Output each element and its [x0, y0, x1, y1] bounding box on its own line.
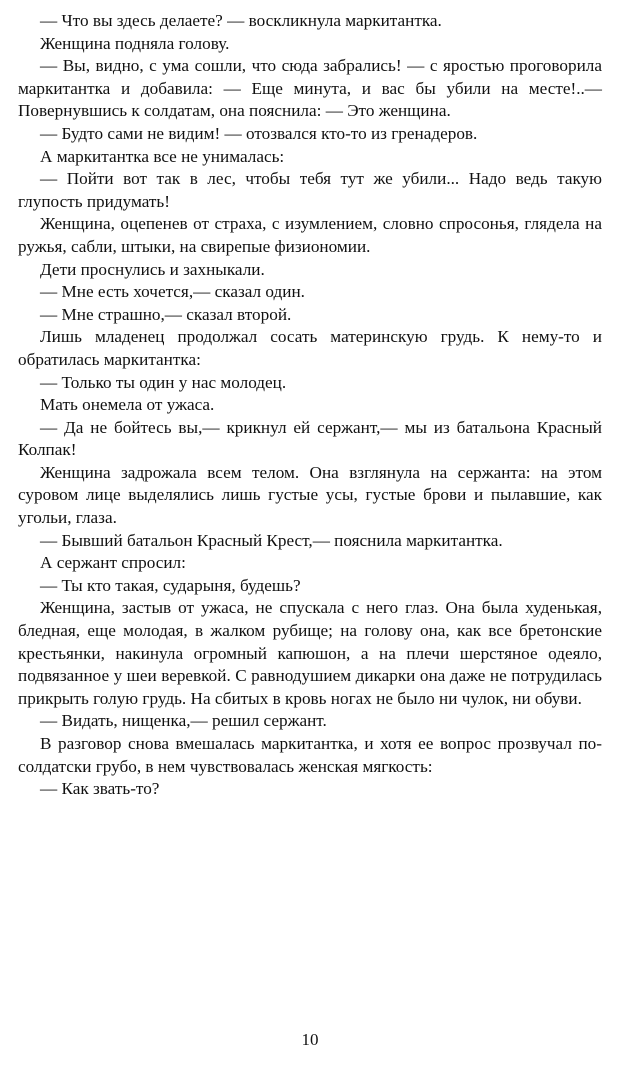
paragraph: А сержант спросил:: [40, 553, 186, 573]
paragraph: — Да не бойтесь вы,— крикнул ей сержант,— мы из батальона Красный Колпак!: [18, 417, 602, 460]
paragraph: Женщина, оцепенев от страха, с изумлением, словно спросонья, глядела на ружья, сабли, штыки, на свирепые физиономии.: [18, 214, 602, 256]
paragraph: — Только ты один у нас молодец.: [40, 372, 287, 392]
paragraph: Лишь младенец продолжал сосать материнскую грудь. К нему-то и обратилась маркитантка:: [18, 327, 602, 369]
paragraph: — Видать, нищенка,— решил сержант.: [40, 711, 327, 731]
paragraph: — Будто сами не видим! — отозвался кто-то из гренадеров.: [40, 123, 478, 143]
page-number: 10: [301, 1030, 319, 1049]
paragraph: — Ты кто такая, сударыня, будешь?: [40, 575, 301, 595]
paragraph: Женщина, застыв от ужаса, не спускала с него глаз. Она была худенькая, бледная, еще молодая, в жалком рубище; на голову она, как все бретонские крестьянки, накинула огромный капюшон, а на плечи шерстяное одеяло, подвязанное у шеи веревкой. С равнодушием дикарки она даже не потрудилась прикрыть голую грудь. На сбитых в кровь ногах не было ни чулок, ни обуви.: [18, 598, 602, 708]
paragraph: Женщина подняла голову.: [40, 33, 230, 53]
paragraph: Дети проснулись и захныкали.: [40, 259, 265, 279]
paragraph: А маркитантка все не унималась:: [40, 146, 285, 166]
paragraph: — Мне страшно,— сказал второй.: [40, 304, 292, 324]
paragraph: Мать онемела от ужаса.: [40, 395, 215, 415]
paragraph: Женщина задрожала всем телом. Она взглянула на сержанта: на этом суровом лице выделялись лишь густые усы, густые брови и пылавшие, как угольи, глаза.: [18, 462, 602, 528]
paragraph: — Пойти вот так в лес, чтобы тебя тут же убили... Надо ведь такую глупость придумать!: [18, 169, 602, 211]
paragraph: — Мне есть хочется,— сказал один.: [40, 282, 305, 302]
page-body: [18, 10, 602, 801]
paragraph: — Вы, видно, с ума сошли, что сюда забрались! — с яростью проговорила маркитантка и добавила: — Еще минута, и вас бы убили на месте!..— Повернувшись к солдатам, она пояснила: — Это женщина.: [18, 56, 602, 121]
paragraph: — Что вы здесь делаете? — воскликнула маркитантка.: [40, 11, 442, 30]
paragraph: — Бывший батальон Красный Крест,— пояснила маркитантка.: [40, 530, 503, 550]
paragraph: В разговор снова вмешалась маркитантка, и хотя ее вопрос прозвучал по-солдатски грубо, в нем чувствовалась женская мягкость:: [18, 734, 602, 776]
paragraph: — Как звать-то?: [40, 779, 160, 799]
